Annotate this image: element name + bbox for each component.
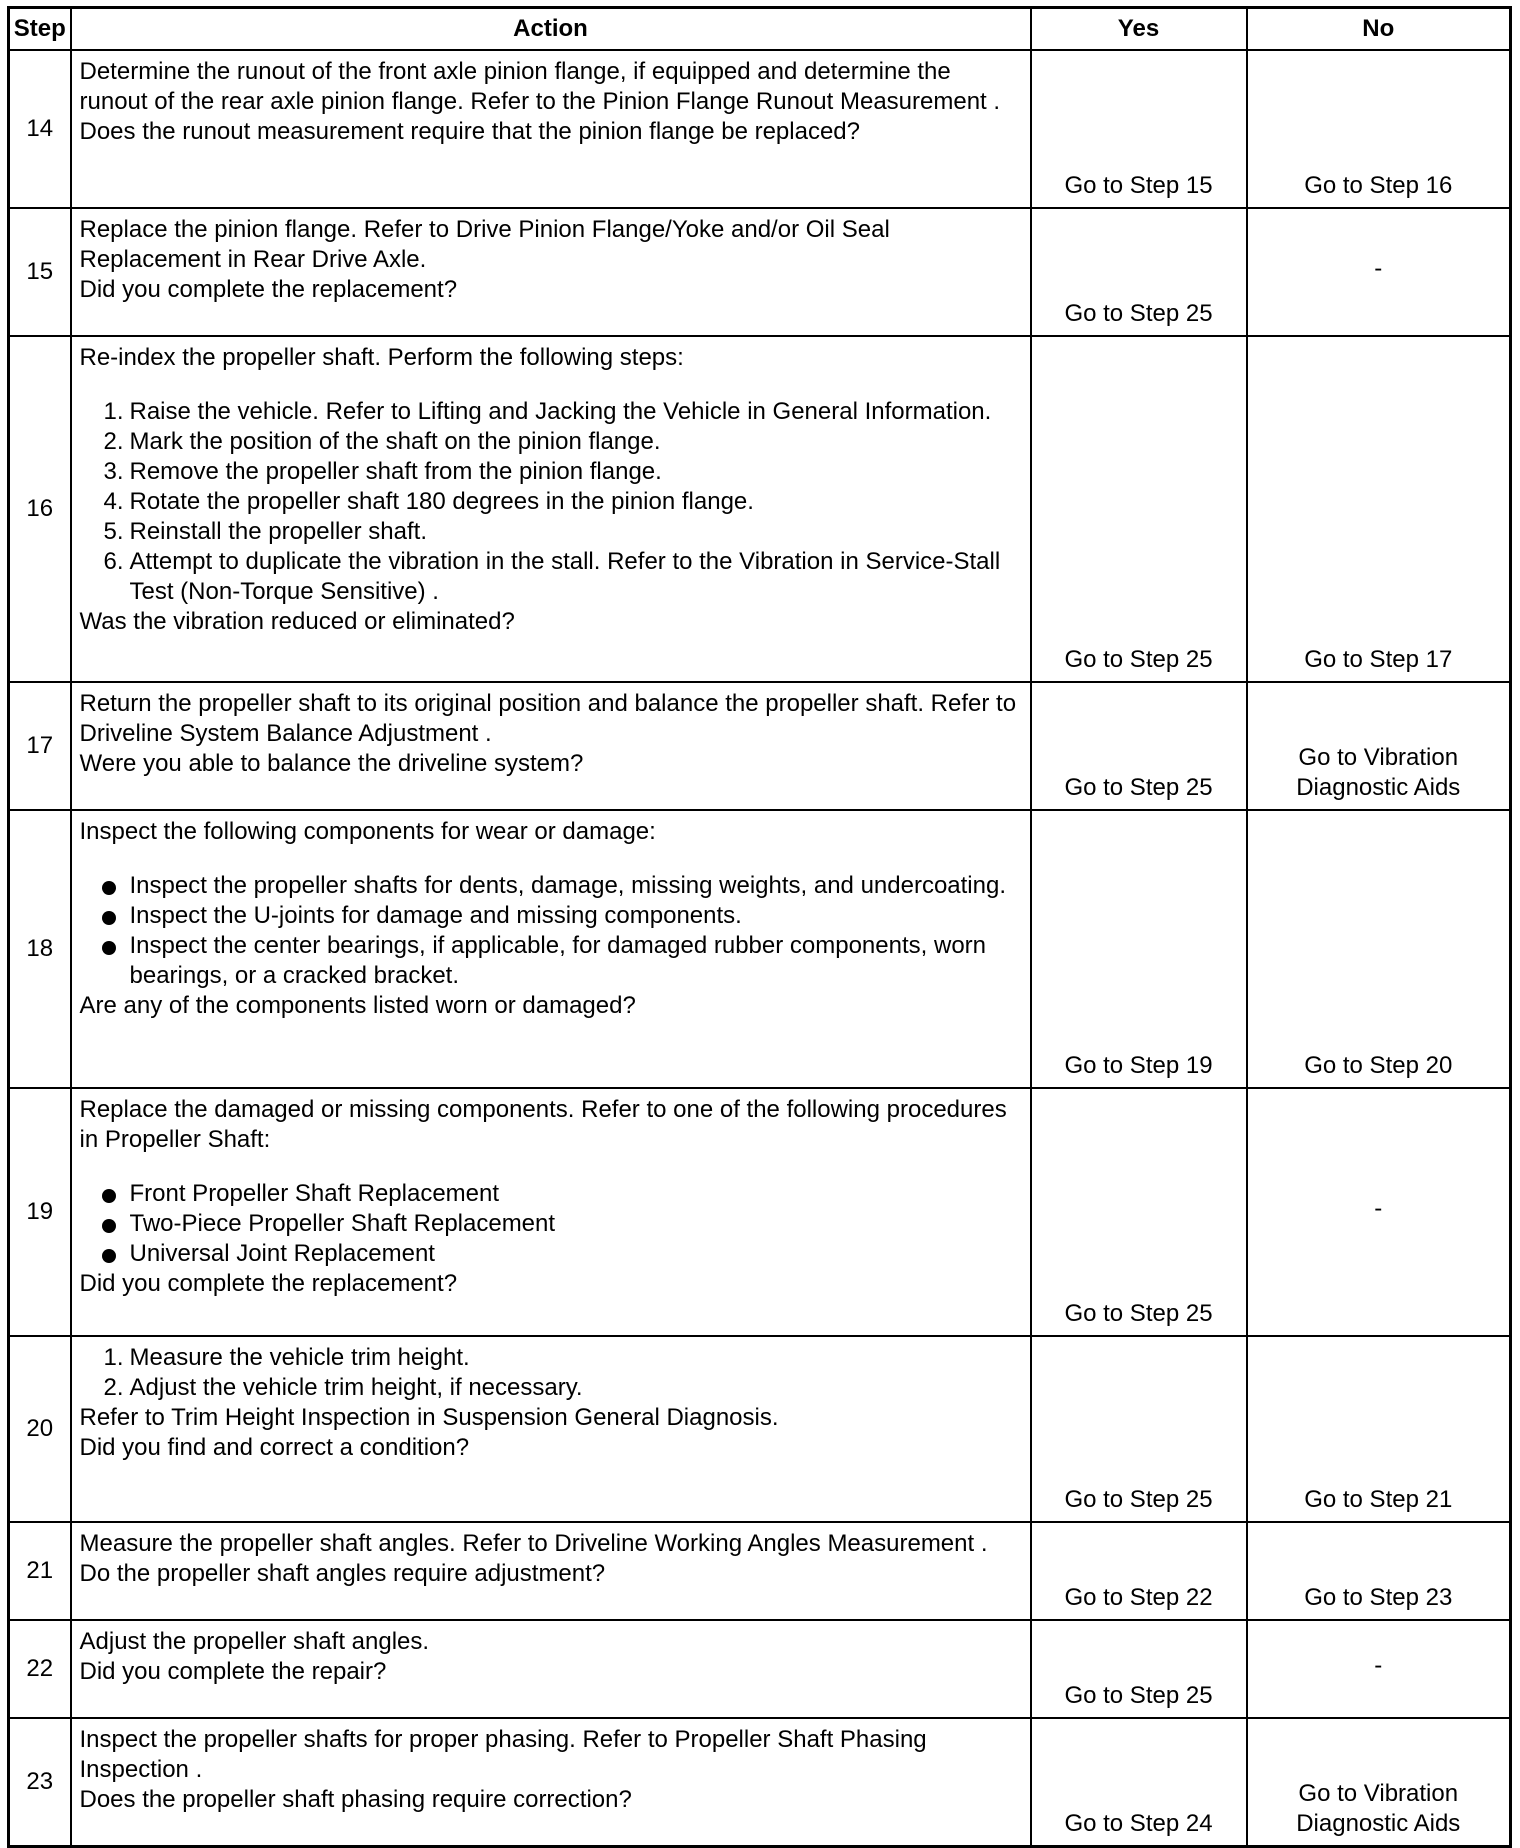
action-cell [71,208,1031,336]
step-number: 20 [9,1336,71,1522]
bullet-icon [102,941,116,955]
list-item [80,1179,1022,1209]
procedure-list [80,1343,1022,1403]
table-row [9,1620,1511,1718]
no-line-2: Diagnostic Aids [1296,774,1461,801]
no-line-1: Go to Vibration [1298,744,1459,771]
yes-cell: Go to Step 25 [1031,1088,1247,1336]
no-line-1: Go to Vibration [1298,1779,1459,1807]
list-number: 4. [103,488,124,515]
action-text: Adjust the propeller shaft angles. [79,1628,430,1655]
no-cell: - [1247,1088,1511,1336]
action-text: Measure the propeller shaft angles. Refer to Driveline Working Angles Measurement . [79,1530,988,1557]
list-item [80,427,1022,457]
yes-cell: Go to Step 25 [1031,208,1247,336]
table-row [9,1522,1511,1620]
step-number: 18 [9,810,71,1088]
action-text: Return the propeller shaft to its original position and balance the propeller shaft. Refer to Driveline System Balance Adjustment . [79,690,1017,747]
no-cell [1247,1718,1511,1846]
bullet-icon [102,1249,116,1263]
action-text: Re-index the propeller shaft. Perform the following steps: [79,344,684,371]
yes-cell: Go to Step 25 [1031,336,1247,682]
no-cell: Go to Step 16 [1247,50,1511,208]
list-item [80,547,1022,607]
header-no: No [1247,8,1511,51]
action-cell [71,336,1031,682]
yes-cell: Go to Step 25 [1031,1620,1247,1718]
no-cell: Go to Step 20 [1247,810,1511,1088]
step-number: 22 [9,1620,71,1718]
yes-cell: Go to Step 22 [1031,1522,1247,1620]
action-cell [71,1336,1031,1522]
table-row [9,1336,1511,1522]
list-number: 6. [103,548,124,575]
list-text: Inspect the propeller shafts for dents, damage, missing weights, and undercoating. [129,872,1007,899]
header-yes: Yes [1031,8,1247,51]
step-number: 17 [9,682,71,810]
list-number: 2. [103,1374,124,1401]
yes-cell: Go to Step 24 [1031,1718,1247,1846]
step-number: 15 [9,208,71,336]
list-item [80,397,1022,427]
list-text: Reinstall the propeller shaft. [129,518,427,545]
no-cell: - [1247,1620,1511,1718]
action-question: Do the propeller shaft angles require adjustment? [79,1560,606,1587]
no-cell: Go to Step 21 [1247,1336,1511,1522]
list-item [80,1373,1022,1403]
action-cell [71,1088,1031,1336]
diagnostic-table [7,6,1512,1848]
list-text: Inspect the center bearings, if applicable, for damaged rubber components, worn bearings, or a cracked bracket. [129,932,986,989]
list-text: Remove the propeller shaft from the pinion flange. [129,458,662,485]
list-item [80,1343,1022,1373]
bullet-icon [102,911,116,925]
list-item [80,1209,1022,1239]
step-number: 21 [9,1522,71,1620]
list-text: Universal Joint Replacement [129,1240,435,1267]
action-cell [71,1522,1031,1620]
yes-cell: Go to Step 15 [1031,50,1247,208]
list-text: Measure the vehicle trim height. [129,1344,470,1371]
list-text: Mark the position of the shaft on the pinion flange. [129,428,661,455]
action-text: Inspect the following components for wear or damage: [79,818,656,845]
action-cell [71,682,1031,810]
bullet-list [80,1179,1022,1269]
list-text: Two-Piece Propeller Shaft Replacement [129,1210,556,1237]
list-text: Attempt to duplicate the vibration in the stall. Refer to the Vibration in Service-Stall Test (Non-Torque Sensitive) . [129,548,1001,605]
bullet-icon [102,1219,116,1233]
action-cell [71,810,1031,1088]
list-item [80,517,1022,547]
list-number: 5. [103,518,124,545]
list-item [80,871,1022,901]
action-text: Refer to Trim Height Inspection in Suspension General Diagnosis. [79,1404,779,1431]
list-text: Front Propeller Shaft Replacement [129,1180,500,1207]
action-text: Replace the pinion flange. Refer to Drive Pinion Flange/Yoke and/or Oil Seal Replacement in Rear Drive Axle. [79,216,890,273]
list-text: Adjust the vehicle trim height, if necessary. [129,1374,583,1401]
table-row [9,50,1511,208]
action-question: Are any of the components listed worn or damaged? [79,992,636,1019]
bullet-icon [102,1189,116,1203]
action-question: Does the propeller shaft phasing require correction? [79,1786,632,1813]
action-question: Were you able to balance the driveline system? [79,750,584,777]
list-item [80,901,1022,931]
action-cell [71,50,1031,208]
list-item [80,931,1022,991]
action-question: Did you find and correct a condition? [79,1434,470,1461]
yes-cell: Go to Step 25 [1031,682,1247,810]
header-row [9,8,1511,51]
action-text: Replace the damaged or missing components. Refer to one of the following procedures in Propeller Shaft: [79,1096,1007,1153]
table-row [9,1718,1511,1846]
list-text: Inspect the U-joints for damage and missing components. [129,902,742,929]
header-action: Action [71,8,1031,51]
action-question: Did you complete the replacement? [79,1270,458,1297]
no-cell: Go to Step 23 [1247,1522,1511,1620]
table-row [9,336,1511,682]
step-number: 16 [9,336,71,682]
bullet-list [80,871,1022,991]
action-text: Inspect the propeller shafts for proper phasing. Refer to Propeller Shaft Phasing Inspection . [79,1726,927,1783]
action-text: Determine the runout of the front axle pinion flange, if equipped and determine the runout of the rear axle pinion flange. Refer to the Pinion Flange Runout Measurement . [79,58,1001,115]
list-number: 2. [103,428,124,455]
action-question: Did you complete the replacement? [79,276,458,303]
list-item [80,1239,1022,1269]
action-question: Did you complete the repair? [79,1658,387,1685]
header-step: Step [9,8,71,51]
action-cell [71,1620,1031,1718]
no-cell: - [1247,208,1511,336]
table-row [9,682,1511,810]
list-item [80,457,1022,487]
step-number: 23 [9,1718,71,1846]
table-row [9,208,1511,336]
list-item [80,487,1022,517]
step-number: 14 [9,50,71,208]
list-text: Raise the vehicle. Refer to Lifting and Jacking the Vehicle in General Information. [129,398,992,425]
no-cell: Go to Step 17 [1247,336,1511,682]
table-row [9,1088,1511,1336]
procedure-list [80,397,1022,607]
no-cell [1247,682,1511,810]
yes-cell: Go to Step 25 [1031,1336,1247,1522]
action-cell [71,1718,1031,1846]
yes-cell: Go to Step 19 [1031,810,1247,1088]
list-text: Rotate the propeller shaft 180 degrees in the pinion flange. [129,488,754,515]
action-question: Was the vibration reduced or eliminated? [79,608,515,635]
bullet-icon [102,881,116,895]
table-row [9,810,1511,1088]
list-number: 1. [103,1344,124,1371]
list-number: 3. [103,458,124,485]
no-line-2: Diagnostic Aids [1296,1809,1461,1837]
list-number: 1. [103,398,124,425]
action-question: Does the runout measurement require that the pinion flange be replaced? [79,118,861,145]
step-number: 19 [9,1088,71,1336]
